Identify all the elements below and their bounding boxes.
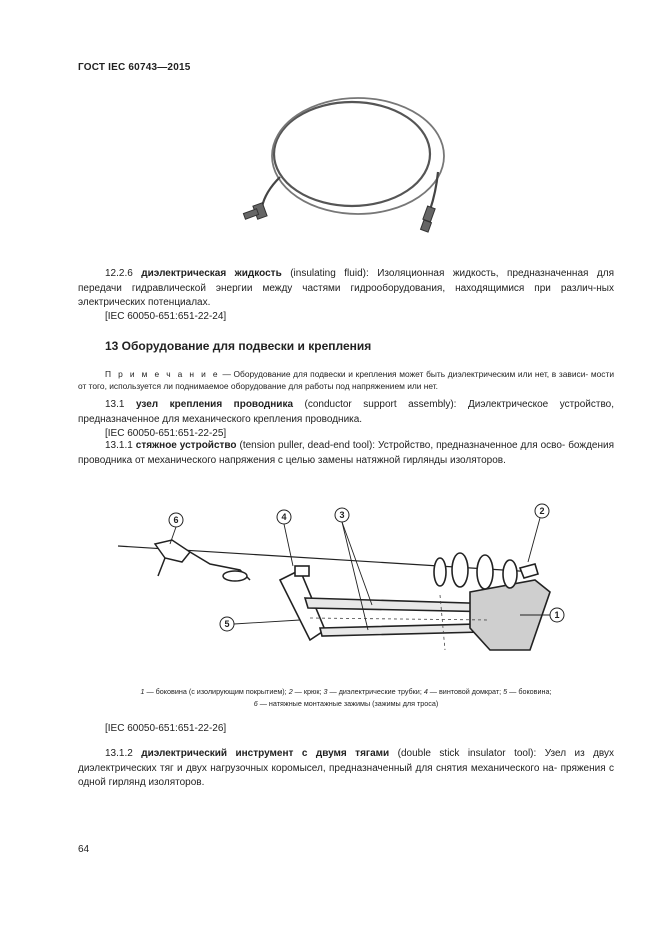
term-definition: бождения проводника от механического напряжения с целью замены натяжной гирлянды изоляторов.: [78, 440, 614, 466]
term-name: диэлектрическая жидкость: [141, 268, 282, 279]
term-name: узел крепления проводника: [135, 399, 294, 410]
section-title: 13 Оборудование для подвески и крепления: [105, 339, 372, 353]
term-definition: диэлектрических тяг и двух нагрузочных коромысел, предназначенный для снятия механического на-: [78, 762, 558, 774]
reference: [IEC 60050-651:651-22-24]: [105, 311, 227, 322]
caption-num: 4: [423, 687, 428, 696]
caption-num: 6: [253, 699, 258, 708]
term-number: 13.1: [105, 399, 125, 410]
note-text: — Оборудование для подвески и крепления может быть диэлектрическим или нет, в зависи-: [219, 369, 589, 379]
term-number: 13.1.2: [105, 748, 133, 759]
caption-text: — крюк;: [292, 687, 324, 696]
caption-num: 3: [323, 687, 328, 696]
term-definition: Диэлектрическое устройство,: [467, 399, 614, 410]
callout-label: 6: [173, 515, 179, 525]
term-english: (tension puller, dead-end tool):: [239, 440, 376, 451]
term-name: диэлектрический инструмент с двумя тягами: [141, 748, 390, 759]
term-number: 13.1.1: [105, 440, 133, 451]
callout-label: 1: [554, 610, 560, 620]
caption-num: 5: [503, 687, 508, 696]
tension-puller-illustration: [110, 500, 580, 675]
term-definition: пряжения с одной гирлянд изоляторов.: [78, 762, 614, 789]
caption-num: 1: [140, 687, 145, 696]
caption-text: — диэлектрические трубки;: [327, 687, 424, 696]
term-definition: Устройство, предназначенное для осво-: [378, 440, 566, 451]
term-english: (double stick insulator tool):: [397, 748, 537, 759]
term-12-2-6: [78, 267, 614, 311]
caption-num: 2: [288, 687, 293, 696]
page-number: 64: [78, 844, 90, 855]
term-definition: для передачи гидравлической энергии между частями гидрооборудования, находящимися при различ-: [78, 268, 614, 294]
term-13-1: [78, 398, 614, 427]
term-definition: Узел из двух: [544, 748, 615, 759]
term-number: 12.2.6: [105, 268, 133, 279]
term-definition: ных электрических потенциалах.: [78, 282, 614, 309]
term-english: (insulating fluid):: [290, 268, 369, 279]
term-13-1-1: [78, 439, 614, 468]
document-header: ГОСТ IEC 60743—2015: [78, 62, 191, 73]
figure-caption: [78, 686, 614, 710]
caption-text: — боковина (с изолирующим покрытием);: [144, 687, 289, 696]
callout-label: 5: [224, 619, 230, 629]
note-text: мости от того, используется ли поднимаемое оборудование для работы под напряжением или нет.: [78, 369, 615, 392]
caption-text: — винтовой домкрат;: [427, 687, 504, 696]
term-english: (conductor support assembly):: [304, 399, 457, 410]
term-definition: Изоляционная жидкость, предназначенная: [377, 268, 589, 279]
hose-illustration: [230, 92, 470, 252]
term-definition: предназначенное для механического крепления проводника.: [78, 413, 363, 425]
reference: [IEC 60050-651:651-22-25]: [105, 428, 227, 439]
term-13-1-2: [78, 747, 614, 791]
note: [78, 368, 614, 393]
term-name: стяжное устройство: [135, 440, 237, 451]
caption-text: — натяжные монтажные зажимы (зажимы для троса): [257, 699, 439, 708]
callout-label: 3: [339, 510, 345, 520]
note-label: П р и м е ч а н и е: [105, 369, 220, 379]
caption-line: [78, 686, 614, 698]
caption-text: — боковина;: [507, 687, 552, 696]
callout-label: 2: [539, 506, 545, 516]
reference: [IEC 60050-651:651-22-26]: [105, 723, 227, 734]
callout-label: 4: [281, 512, 287, 522]
caption-line: [78, 698, 614, 710]
